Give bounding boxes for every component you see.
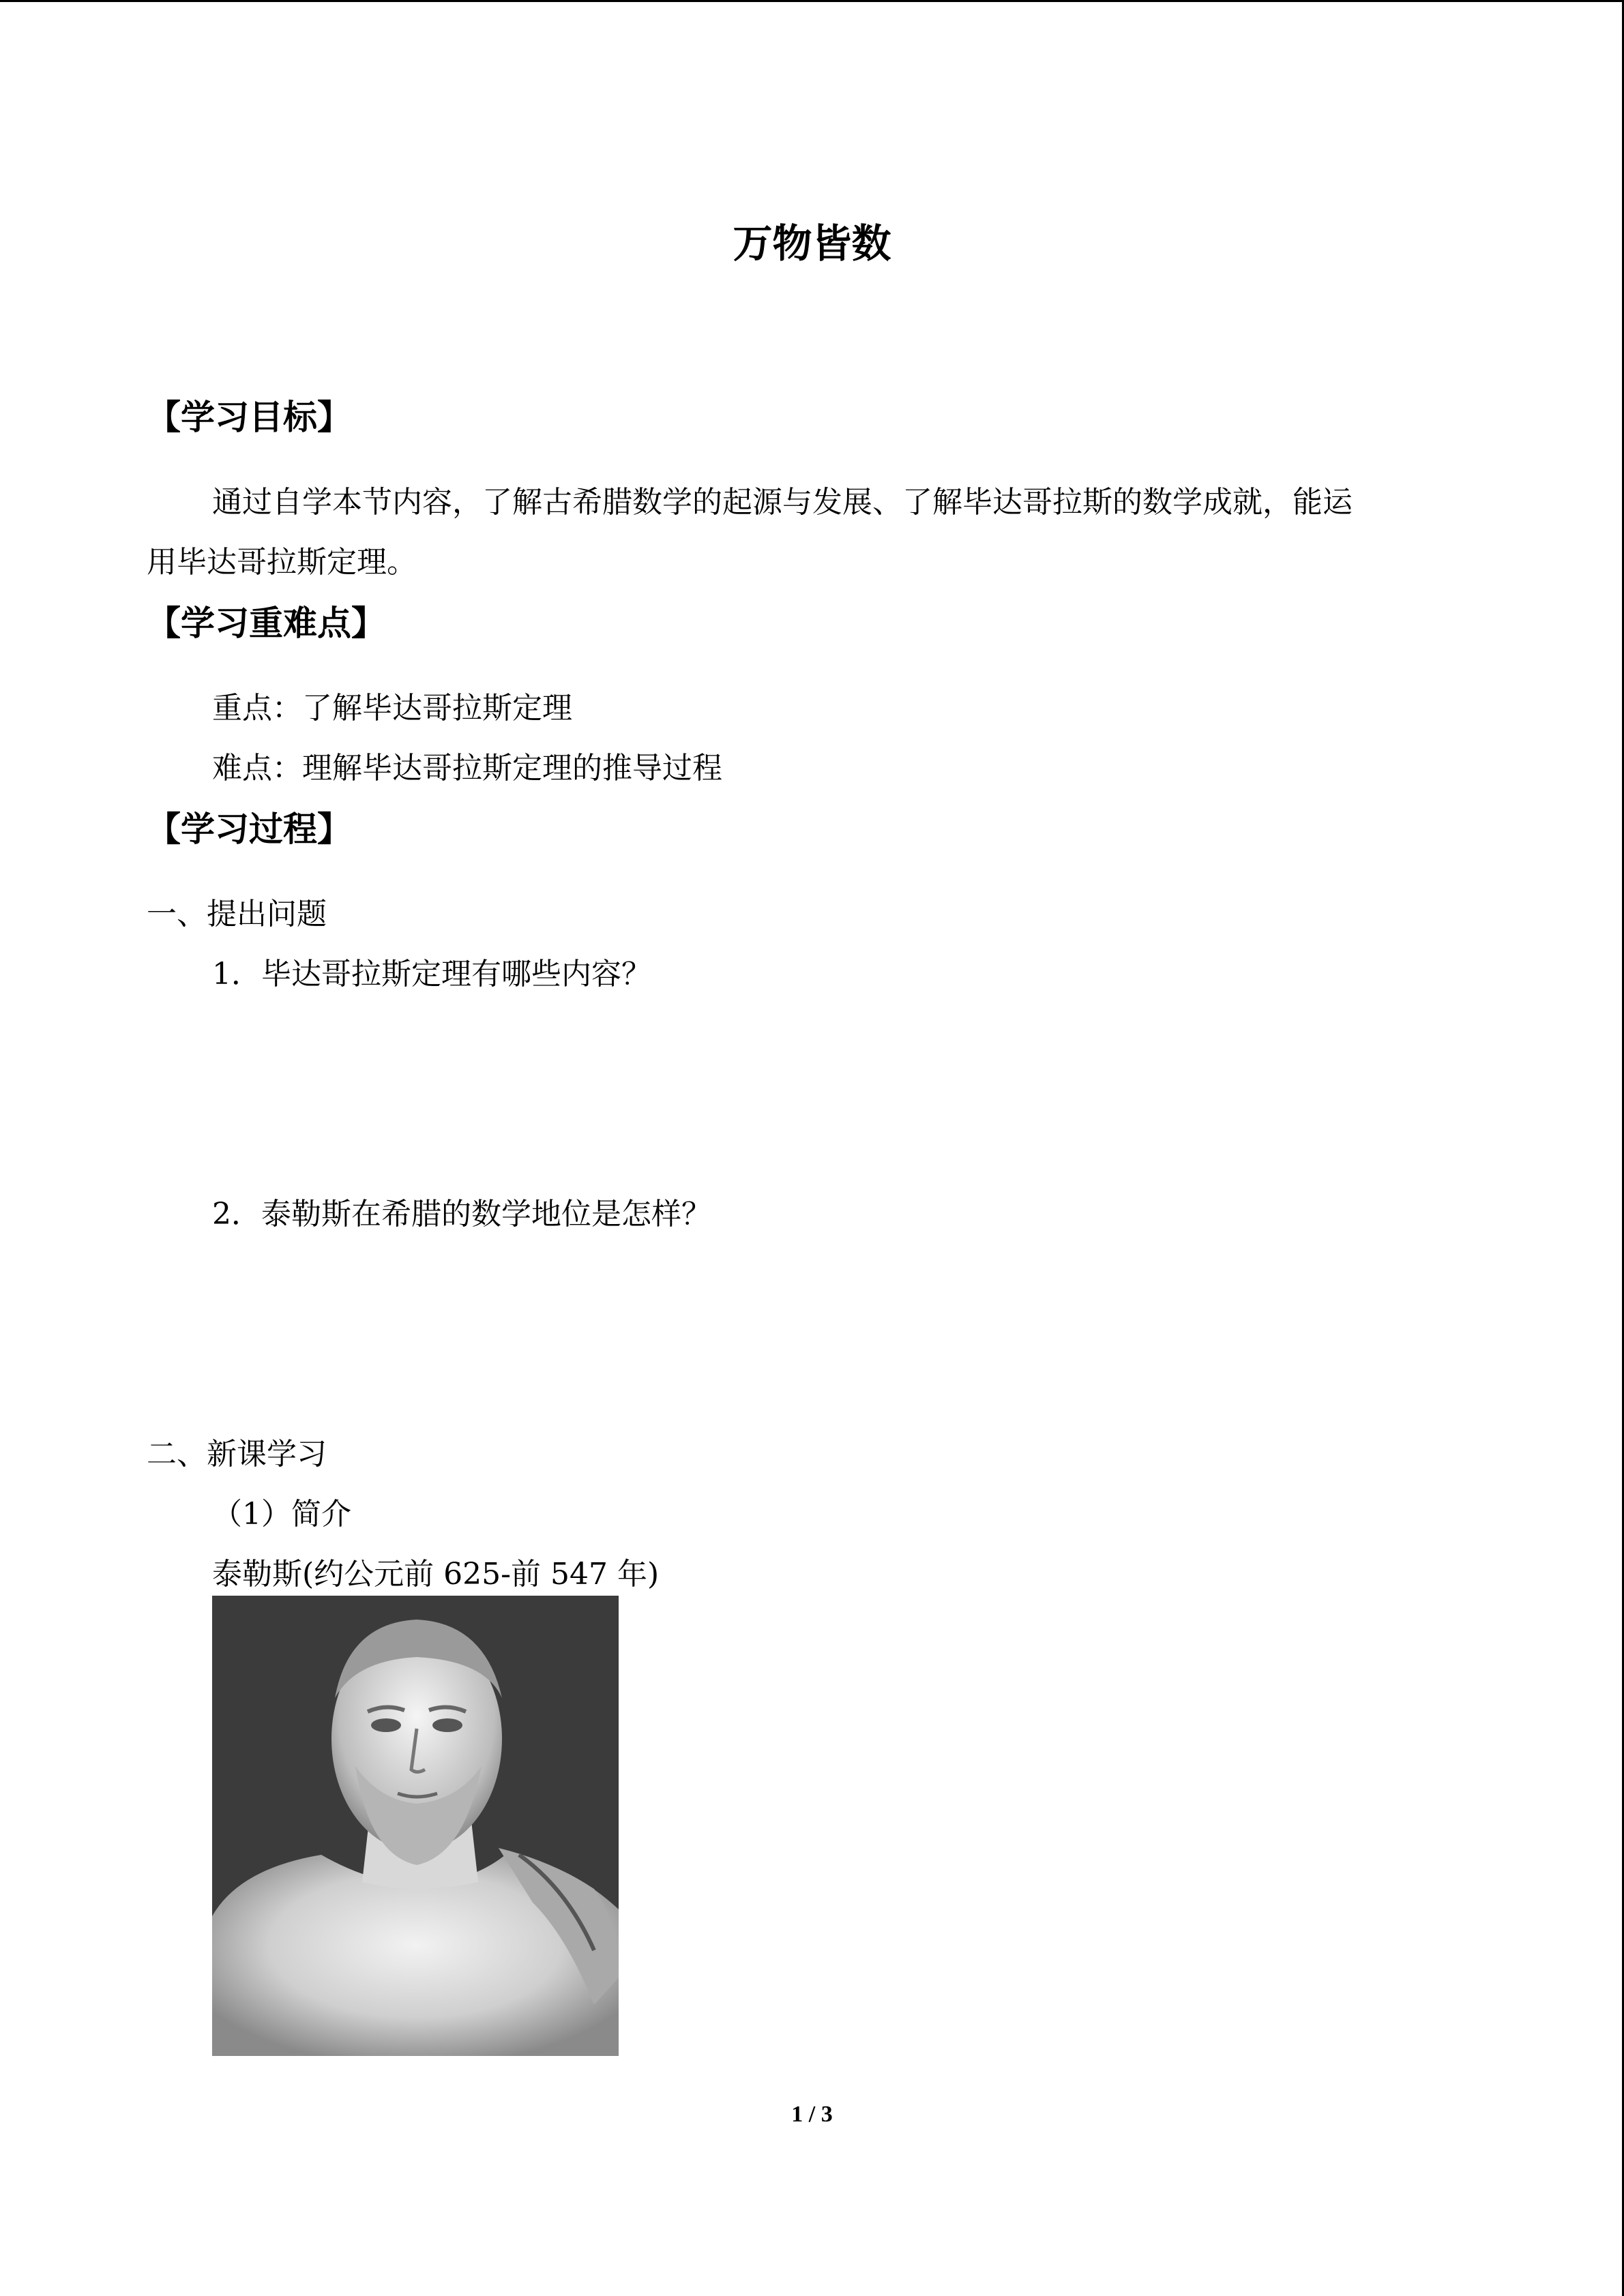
difficulty-text: 难点：理解毕达哥拉斯定理的推导过程	[212, 751, 722, 786]
question-2: 2．泰勒斯在希腊的数学地位是怎样？	[212, 1197, 711, 1232]
page-number: 1 / 3	[791, 2102, 833, 2127]
part1-title: 一、提出问题	[147, 897, 327, 931]
subsection-intro: （1）简介	[212, 1497, 351, 1532]
page-border-top	[0, 0, 1624, 2]
focus-text: 重点：了解毕达哥拉斯定理	[212, 691, 572, 726]
section-heading-process: 【学习过程】	[147, 809, 351, 849]
goals-text-line1: 通过自学本节内容，了解古希腊数学的起源与发展、了解毕达哥拉斯的数学成就，能运	[212, 485, 1353, 520]
bust-portrait-icon	[212, 1596, 619, 2056]
section-heading-goals: 【学习目标】	[147, 398, 351, 437]
question-1: 1．毕达哥拉斯定理有哪些内容？	[212, 957, 651, 992]
document-title: 万物皆数	[733, 220, 891, 267]
section-heading-key-points: 【学习重难点】	[147, 603, 385, 643]
part2-title: 二、新课学习	[147, 1437, 327, 1472]
goals-text-line2: 用毕达哥拉斯定理。	[147, 545, 417, 580]
person-caption: 泰勒斯(约公元前 625-前 547 年)	[212, 1557, 660, 1592]
